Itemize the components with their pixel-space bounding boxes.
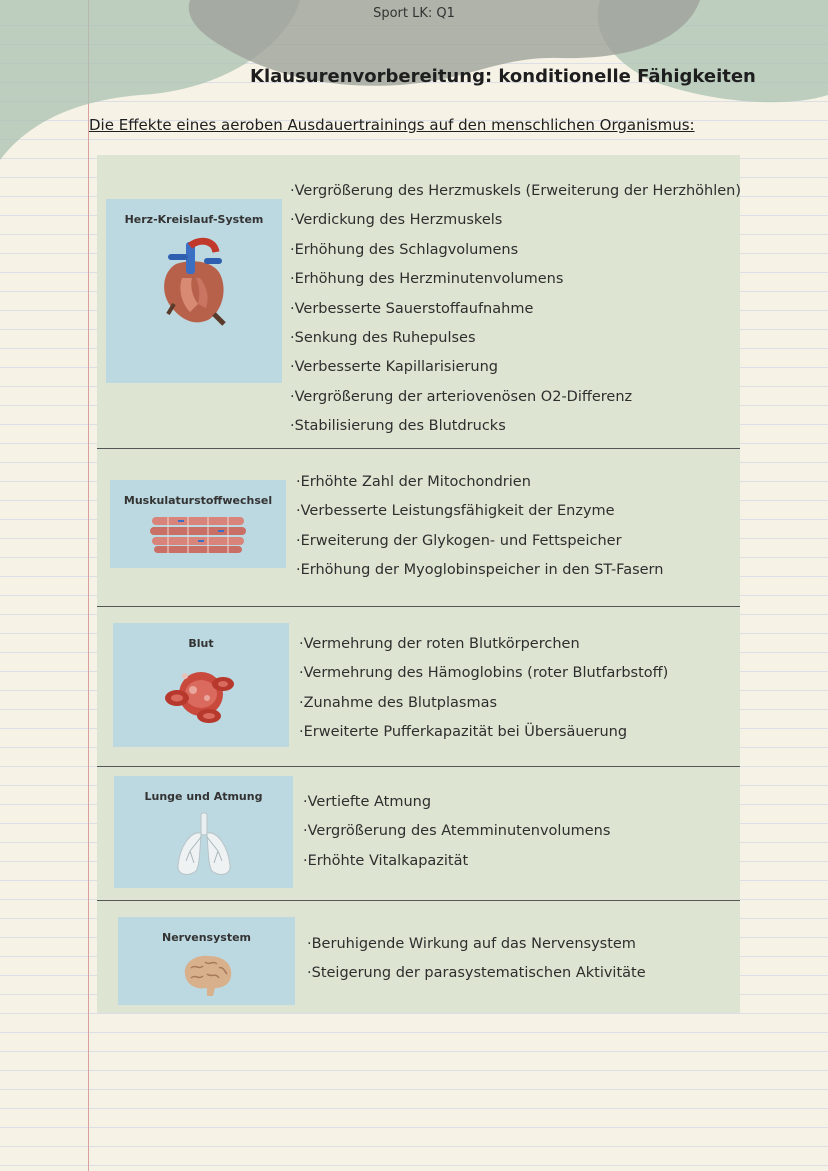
effect-item: · Senkung des Ruhepulses xyxy=(290,324,741,353)
section-label: Muskulaturstoffwechsel xyxy=(123,494,273,507)
effect-item: · Verdickung des Herzmuskels xyxy=(290,206,741,235)
effect-item: · Erhöhung des Schlagvolumens xyxy=(290,236,741,265)
muscle-fiber-icon xyxy=(148,515,248,555)
effect-item: · Erhöhung der Myoglobinspeicher in den ST-Fasern xyxy=(296,556,663,585)
effects-list xyxy=(296,468,663,586)
course-label: Sport LK: Q1 xyxy=(373,6,455,21)
effect-item: · Stabilisierung des Blutdrucks xyxy=(290,412,741,441)
effect-item: · Vermehrung des Hämoglobins (roter Blutfarbstoff) xyxy=(299,659,668,688)
effect-item: · Erweiterte Pufferkapazität bei Übersäuerung xyxy=(299,718,668,747)
section-label: Blut xyxy=(188,637,214,650)
effect-item: · Verbesserte Sauerstoffaufnahme xyxy=(290,295,741,324)
section-image-box xyxy=(114,776,293,888)
section-label: Lunge und Atmung xyxy=(144,790,263,803)
section-heart xyxy=(97,155,740,449)
section-lungs xyxy=(97,768,740,901)
effect-item: · Vergrößerung der arteriovenösen O2-Differenz xyxy=(290,383,741,412)
effect-item: · Verbesserte Kapillarisierung xyxy=(290,353,741,382)
effects-list xyxy=(307,930,646,989)
heart-icon xyxy=(154,234,234,330)
effect-item: · Erhöhte Zahl der Mitochondrien xyxy=(296,468,663,497)
effect-item: · Beruhigende Wirkung auf das Nervensystem xyxy=(307,930,646,959)
section-image-box xyxy=(106,199,282,383)
section-image-box xyxy=(113,623,289,747)
section-label: Nervensystem xyxy=(162,931,251,944)
effect-item: · Erhöhte Vitalkapazität xyxy=(303,847,610,876)
section-label: Herz-Kreislauf-System xyxy=(124,213,264,226)
page-subtitle: Die Effekte eines aeroben Ausdauertrainings auf den menschlichen Organismus: xyxy=(89,116,695,134)
section-image-box xyxy=(110,480,286,568)
effect-item: · Vermehrung der roten Blutkörperchen xyxy=(299,630,668,659)
effect-item: · Verbesserte Leistungsfähigkeit der Enzyme xyxy=(296,497,663,526)
blood-cells-icon xyxy=(161,658,241,728)
effect-item: · Steigerung der parasystematischen Aktivitäte xyxy=(307,959,646,988)
effect-item: · Vergrößerung des Herzmuskels (Erweiterung der Herzhöhlen) xyxy=(290,177,741,206)
effects-list xyxy=(290,177,741,442)
effect-item: · Erhöhung des Herzminutenvolumens xyxy=(290,265,741,294)
brain-icon xyxy=(177,952,237,1000)
section-blood xyxy=(97,608,740,767)
effect-item: · Vertiefte Atmung xyxy=(303,788,610,817)
lungs-icon xyxy=(172,811,236,881)
effect-item: · Vergrößerung des Atemminutenvolumens xyxy=(303,817,610,846)
section-image-box xyxy=(118,917,295,1005)
effects-list xyxy=(299,630,668,748)
page-title: Klausurenvorbereitung: konditionelle Fähigkeiten xyxy=(250,66,756,87)
content-panel xyxy=(97,155,740,1013)
effects-list xyxy=(303,788,610,876)
effect-item: · Erweiterung der Glykogen- und Fettspeicher xyxy=(296,527,663,556)
notebook-margin-line xyxy=(88,0,89,1171)
effect-item: · Zunahme des Blutplasmas xyxy=(299,689,668,718)
section-nervous-system xyxy=(97,902,740,1013)
section-muscle xyxy=(97,450,740,607)
